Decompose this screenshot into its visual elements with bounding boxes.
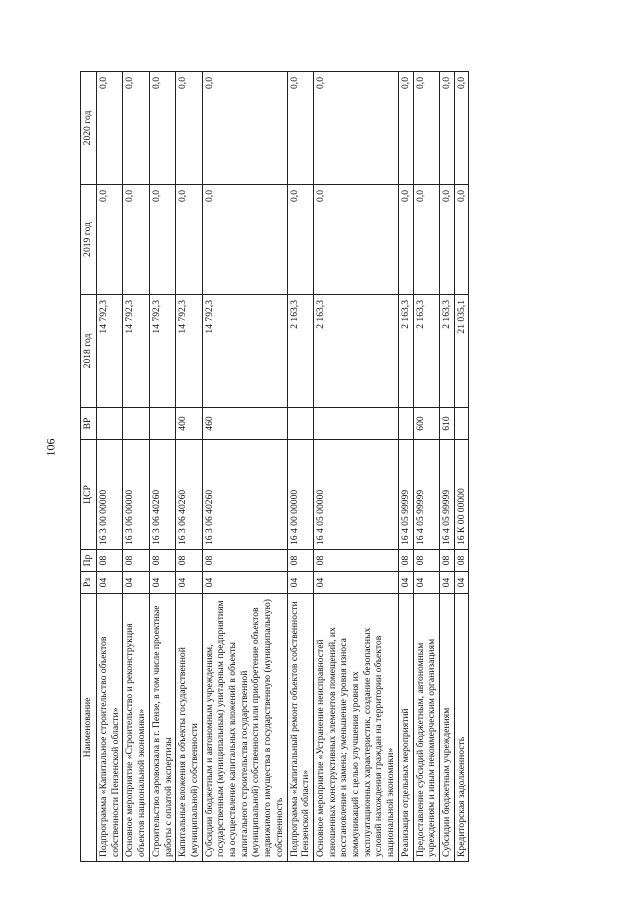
- table-row: [439, 72, 454, 862]
- cell-2019: 0,0: [149, 185, 175, 295]
- cell-name: Основное мероприятие «Устранение неисправностей изношенных конструктивных элементов помещений, их восстановление и замена; уменьшение уровня износа коммуникаций с целью улучшения уровня их эксплуатационных характеристик, создание безопасных условий нахождения граждан на территории объектов национальной экономики»: [313, 594, 398, 862]
- header-rz: Рз: [81, 572, 97, 594]
- cell-name: Реализация отдельных мероприятий: [398, 594, 413, 862]
- cell-2018: 14 792,3: [149, 295, 175, 408]
- header-2019: 2019 год: [81, 185, 97, 295]
- cell-2018: 2 163,3: [439, 295, 454, 408]
- cell-rz: 04: [313, 572, 398, 594]
- cell-csr: 16 4 05 00000: [313, 440, 398, 550]
- cell-csr: 16 3 06 40260: [149, 440, 175, 550]
- cell-csr: 16 3 06 40260: [202, 440, 287, 550]
- cell-name: Кредиторская задолженность: [454, 594, 469, 862]
- cell-name: Субсидии бюджетным учреждениям: [439, 594, 454, 862]
- cell-rz: 04: [439, 572, 454, 594]
- cell-rz: 04: [413, 572, 439, 594]
- cell-pr: 08: [202, 550, 287, 572]
- cell-pr: 08: [149, 550, 175, 572]
- table-header-row: [81, 72, 97, 862]
- cell-name: Субсидии бюджетным и автономным учреждениям, государственным (муниципальным) унитарным предприятиям на осуществление капитальных вложений в объекты капитального строительства государственной (муниципальной) собственности или приобретение объектов недвижимого имущества в государственную (муниципальную) собственность: [202, 594, 287, 862]
- cell-rz: 04: [97, 572, 123, 594]
- cell-2020: 0,0: [202, 72, 287, 185]
- cell-name: Предоставление субсидий бюджетным, автономным учреждениям и иным некоммерческим организациям: [413, 594, 439, 862]
- cell-2018: 14 792,3: [97, 295, 123, 408]
- table-row: [202, 72, 287, 862]
- cell-2020: 0,0: [454, 72, 469, 185]
- cell-vr: 400: [176, 408, 202, 440]
- rotated-table-container: [80, 72, 536, 862]
- cell-2018: 14 792,3: [123, 295, 149, 408]
- cell-vr: [287, 408, 313, 440]
- cell-vr: [398, 408, 413, 440]
- cell-pr: 08: [123, 550, 149, 572]
- cell-rz: 04: [123, 572, 149, 594]
- cell-pr: 08: [97, 550, 123, 572]
- cell-2019: 0,0: [202, 185, 287, 295]
- cell-name: Капитальные вложения в объекты государственной (муниципальной) собственности: [176, 594, 202, 862]
- cell-rz: 04: [454, 572, 469, 594]
- cell-vr: [454, 408, 469, 440]
- header-2020: 2020 год: [81, 72, 97, 185]
- cell-vr: [97, 408, 123, 440]
- cell-vr: 460: [202, 408, 287, 440]
- table-row: [398, 72, 413, 862]
- cell-2020: 0,0: [176, 72, 202, 185]
- cell-vr: 600: [413, 408, 439, 440]
- table-row: [149, 72, 175, 862]
- cell-2020: 0,0: [439, 72, 454, 185]
- cell-2019: 0,0: [176, 185, 202, 295]
- cell-csr: 16 К 00 00000: [454, 440, 469, 550]
- cell-csr: 16 4 05 99999: [413, 440, 439, 550]
- cell-pr: 08: [176, 550, 202, 572]
- cell-2020: 0,0: [97, 72, 123, 185]
- header-csr: ЦСР: [81, 440, 97, 550]
- table-row: [97, 72, 123, 862]
- cell-2018: 2 163,3: [413, 295, 439, 408]
- cell-vr: 610: [439, 408, 454, 440]
- cell-csr: 16 4 05 99999: [439, 440, 454, 550]
- cell-pr: 08: [439, 550, 454, 572]
- cell-2019: 0,0: [97, 185, 123, 295]
- table-body: [97, 72, 469, 862]
- cell-2018: 14 792,3: [176, 295, 202, 408]
- cell-2018: 21 035,1: [454, 295, 469, 408]
- cell-2019: 0,0: [287, 185, 313, 295]
- cell-csr: 16 3 00 00000: [97, 440, 123, 550]
- cell-pr: 08: [287, 550, 313, 572]
- cell-csr: 16 4 05 99999: [398, 440, 413, 550]
- cell-rz: 04: [202, 572, 287, 594]
- cell-csr: 16 3 06 40260: [176, 440, 202, 550]
- cell-2019: 0,0: [454, 185, 469, 295]
- cell-2020: 0,0: [413, 72, 439, 185]
- cell-pr: 08: [313, 550, 398, 572]
- cell-name: Основное мероприятие «Строительство и реконструкция объектов национальной экономики»: [123, 594, 149, 862]
- page-number: 106: [43, 438, 58, 457]
- cell-name: Подпрограмма «Капитальное строительство объектов собственности Пензенской области»: [97, 594, 123, 862]
- table-row: [123, 72, 149, 862]
- header-2018: 2018 год: [81, 295, 97, 408]
- cell-2018: 2 163,3: [398, 295, 413, 408]
- table-row: [287, 72, 313, 862]
- cell-2020: 0,0: [287, 72, 313, 185]
- cell-vr: [313, 408, 398, 440]
- table-row: [454, 72, 469, 862]
- cell-rz: 04: [149, 572, 175, 594]
- cell-vr: [123, 408, 149, 440]
- cell-2020: 0,0: [313, 72, 398, 185]
- cell-name: Подпрограмма «Капитальный ремонт объектов собственности Пензенской области»: [287, 594, 313, 862]
- cell-2020: 0,0: [149, 72, 175, 185]
- cell-rz: 04: [398, 572, 413, 594]
- cell-pr: 08: [398, 550, 413, 572]
- header-pr: Пр: [81, 550, 97, 572]
- cell-2019: 0,0: [123, 185, 149, 295]
- header-name: Наименование: [81, 594, 97, 862]
- cell-2018: 14 792,3: [202, 295, 287, 408]
- table-row: [313, 72, 398, 862]
- cell-name: Строительство аэровокзала в г. Пензе, в том числе проектные работы с оплатой экспертизы: [149, 594, 175, 862]
- table-row: [413, 72, 439, 862]
- cell-pr: 08: [413, 550, 439, 572]
- cell-2018: 2 163,3: [313, 295, 398, 408]
- budget-table: [80, 71, 469, 862]
- header-vr: ВР: [81, 408, 97, 440]
- cell-csr: 16 3 06 00000: [123, 440, 149, 550]
- cell-rz: 04: [176, 572, 202, 594]
- cell-2018: 2 163,3: [287, 295, 313, 408]
- cell-2020: 0,0: [398, 72, 413, 185]
- cell-2019: 0,0: [398, 185, 413, 295]
- cell-vr: [149, 408, 175, 440]
- cell-pr: 08: [454, 550, 469, 572]
- cell-2019: 0,0: [313, 185, 398, 295]
- cell-rz: 04: [287, 572, 313, 594]
- cell-csr: 16 4 00 00000: [287, 440, 313, 550]
- cell-2020: 0,0: [123, 72, 149, 185]
- table-row: [176, 72, 202, 862]
- cell-2019: 0,0: [413, 185, 439, 295]
- cell-2019: 0,0: [439, 185, 454, 295]
